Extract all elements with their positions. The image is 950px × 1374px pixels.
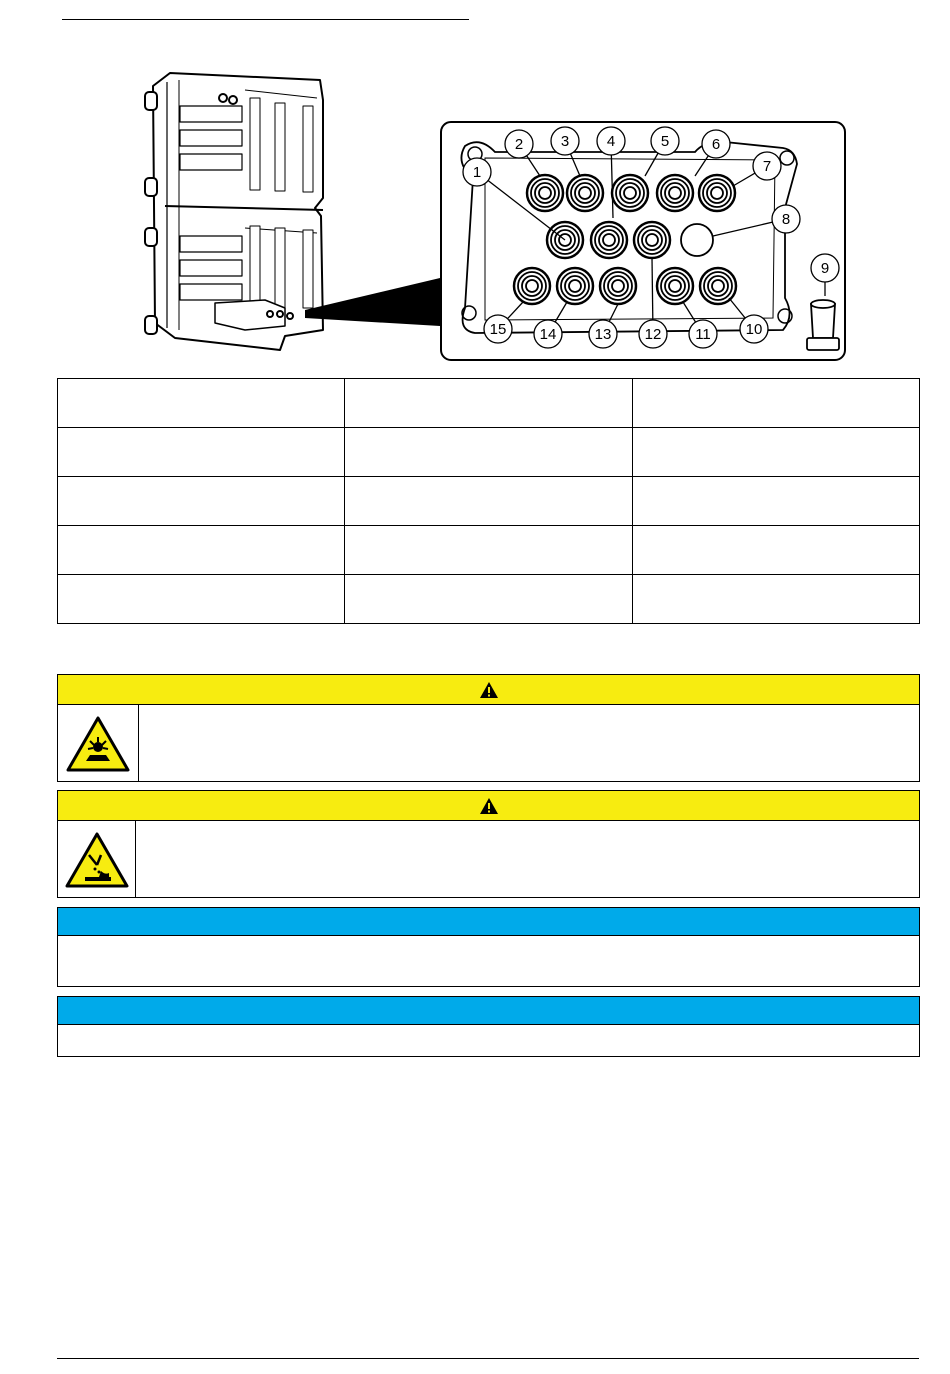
- svg-text:6: 6: [711, 136, 721, 153]
- notice-header: [58, 908, 919, 936]
- cable-gland: [634, 222, 670, 258]
- legend-cell: [345, 526, 632, 575]
- cable-gland: [657, 175, 693, 211]
- footer-rule: [57, 1358, 919, 1359]
- notice-header: [58, 997, 919, 1025]
- svg-text:5: 5: [660, 133, 670, 150]
- notice-box: [57, 996, 920, 1057]
- svg-text:12: 12: [644, 326, 662, 343]
- analyzer-enclosure-drawing: [145, 73, 323, 350]
- cable-gland: [527, 175, 563, 211]
- notice-text: [139, 705, 919, 782]
- legend-cell: [632, 379, 919, 428]
- warning-triangle-icon: [479, 797, 499, 815]
- legend-cell: [345, 575, 632, 624]
- legend-cell: [632, 428, 919, 477]
- warning-header: [58, 791, 919, 821]
- cable-gland: [557, 268, 593, 304]
- notice-text: [58, 1025, 919, 1037]
- legend-row: [58, 428, 920, 477]
- cable-gland: [657, 268, 693, 304]
- notice-text: [58, 936, 919, 948]
- header-rule: [62, 19, 469, 20]
- cable-gland: [699, 175, 735, 211]
- warning-triangle-icon: [479, 681, 499, 699]
- svg-text:4: 4: [606, 133, 616, 150]
- cable-gland: [591, 222, 627, 258]
- legend-row: [58, 575, 920, 624]
- notice-text: [136, 821, 919, 898]
- svg-text:7: 7: [762, 158, 772, 175]
- legend-cell: [632, 575, 919, 624]
- warning-header: [58, 675, 919, 705]
- legend-cell: [345, 477, 632, 526]
- explosion-hazard-icon: [58, 705, 139, 782]
- cable-gland: [567, 175, 603, 211]
- chemical-hazard-icon: [58, 821, 136, 898]
- warning-notice-explosion: [57, 674, 920, 782]
- legend-row: [58, 526, 920, 575]
- notice-box: [57, 907, 920, 987]
- legend-row: [58, 379, 920, 428]
- legend-cell: [345, 428, 632, 477]
- cable-gland: [600, 268, 636, 304]
- svg-text:9: 9: [820, 260, 830, 277]
- legend-cell: [58, 428, 345, 477]
- svg-text:14: 14: [539, 326, 557, 343]
- svg-text:2: 2: [514, 136, 524, 153]
- zoom-wedge: [305, 278, 440, 326]
- legend-cell: [632, 526, 919, 575]
- cable-gland: [612, 175, 648, 211]
- svg-text:8: 8: [781, 211, 791, 228]
- sealing-plug: [807, 300, 839, 350]
- cable-gland: [700, 268, 736, 304]
- svg-text:10: 10: [745, 321, 763, 338]
- svg-text:3: 3: [560, 133, 570, 150]
- cable-gland: [514, 268, 550, 304]
- svg-text:1: 1: [472, 164, 482, 181]
- legend-cell: [632, 477, 919, 526]
- legend-row: [58, 477, 920, 526]
- cable-gland: [681, 224, 713, 256]
- svg-text:15: 15: [489, 321, 507, 338]
- legend-cell: [58, 575, 345, 624]
- legend-cell: [58, 379, 345, 428]
- legend-table: [57, 378, 920, 624]
- svg-text:13: 13: [594, 326, 612, 343]
- legend-cell: [345, 379, 632, 428]
- legend-cell: [58, 526, 345, 575]
- enclosure-fittings-illustration: [135, 68, 847, 368]
- cable-glands: [514, 175, 736, 304]
- svg-text:11: 11: [695, 326, 711, 343]
- legend-cell: [58, 477, 345, 526]
- warning-notice-chemical: [57, 790, 920, 898]
